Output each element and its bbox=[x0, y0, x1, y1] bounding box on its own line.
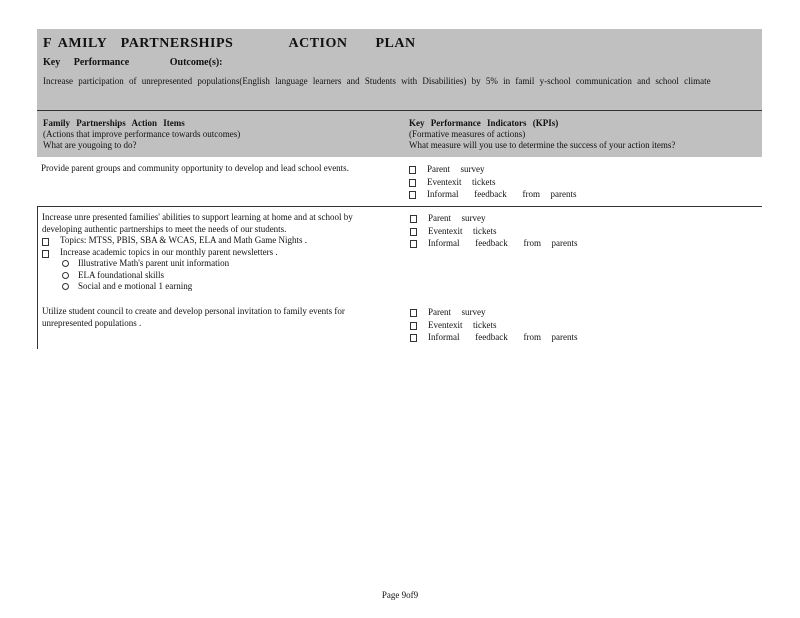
action-item: Provide parent groups and community opportunity to develop and lead school events. bbox=[41, 163, 349, 173]
table-row bbox=[37, 207, 763, 349]
list-item: Topics: MTSS, PBIS, SBA & WCAS, ELA and Math Game Nights . bbox=[42, 235, 392, 247]
circle-bullet-icon bbox=[62, 272, 69, 279]
plan-header bbox=[37, 29, 762, 111]
outcome-text: Increase participation of unrepresented populations(English language learners and Students with Disabilities) by 5% in famil y-school communication and school climate bbox=[43, 76, 711, 86]
list-item: Informal feedback from parents bbox=[410, 237, 750, 250]
kpi-list bbox=[409, 163, 749, 201]
list-item: Informal feedback from parents bbox=[409, 188, 749, 201]
checkbox-icon bbox=[42, 250, 49, 258]
checkbox-icon bbox=[410, 334, 417, 342]
checkbox-icon bbox=[409, 166, 416, 174]
list-item: Illustrative Math's parent unit information bbox=[42, 258, 392, 270]
list-item: Eventexit tickets bbox=[410, 319, 750, 332]
checkbox-icon bbox=[410, 215, 417, 223]
list-item: Parent survey bbox=[410, 306, 750, 319]
page-number: Page 9of9 bbox=[381, 590, 419, 600]
checkbox-icon bbox=[410, 240, 417, 248]
checkbox-icon bbox=[410, 322, 417, 330]
kpi-header bbox=[409, 118, 759, 151]
action-items-subtitle: (Actions that improve performance towards outcomes) bbox=[43, 129, 241, 139]
list-item: ELA foundational skills bbox=[42, 270, 392, 282]
list-item: Parent survey bbox=[409, 163, 749, 176]
action-item: Utilize student council to create and develop personal invitation to family events for unrepresented populations . bbox=[42, 306, 345, 328]
action-items-header bbox=[43, 118, 393, 151]
list-item: Informal feedback from parents bbox=[410, 331, 750, 344]
kpi-list bbox=[410, 306, 750, 344]
kpi-list bbox=[410, 212, 750, 250]
list-item: Eventexit tickets bbox=[410, 225, 750, 238]
checkbox-icon bbox=[410, 228, 417, 236]
checkbox-icon bbox=[410, 309, 417, 317]
list-item: Eventexit tickets bbox=[409, 176, 749, 189]
kpi-title: Key Performance Indicators (KPIs) bbox=[409, 118, 559, 128]
kpi-subtitle: (Formative measures of actions) bbox=[409, 129, 526, 139]
action-items-title: Family Partnerships Action Items bbox=[43, 118, 185, 128]
circle-bullet-icon bbox=[62, 260, 69, 267]
action-items-question: What are yougoing to do? bbox=[43, 140, 137, 150]
list-item: Social and e motional 1 earning bbox=[42, 281, 392, 293]
list-item: Increase academic topics in our monthly parent newsletters . bbox=[42, 247, 392, 259]
kpo-label: Key Performance Outcome(s): bbox=[43, 57, 223, 68]
page-title: F AMILY PARTNERSHIPS ACTION PLAN bbox=[43, 36, 416, 51]
kpi-question: What measure will you use to determine the success of your action items? bbox=[409, 140, 676, 150]
circle-bullet-icon bbox=[62, 283, 69, 290]
list-item: Parent survey bbox=[410, 212, 750, 225]
checkbox-icon bbox=[409, 191, 416, 199]
column-headers bbox=[37, 111, 762, 157]
action-item bbox=[42, 212, 392, 293]
checkbox-icon bbox=[409, 179, 416, 187]
table-row bbox=[37, 157, 762, 207]
checkbox-icon bbox=[42, 238, 49, 246]
action-text: Increase unre presented families' abilities to support learning at home and at school by developing authentic partnerships to meet the needs of our students. bbox=[42, 212, 353, 234]
